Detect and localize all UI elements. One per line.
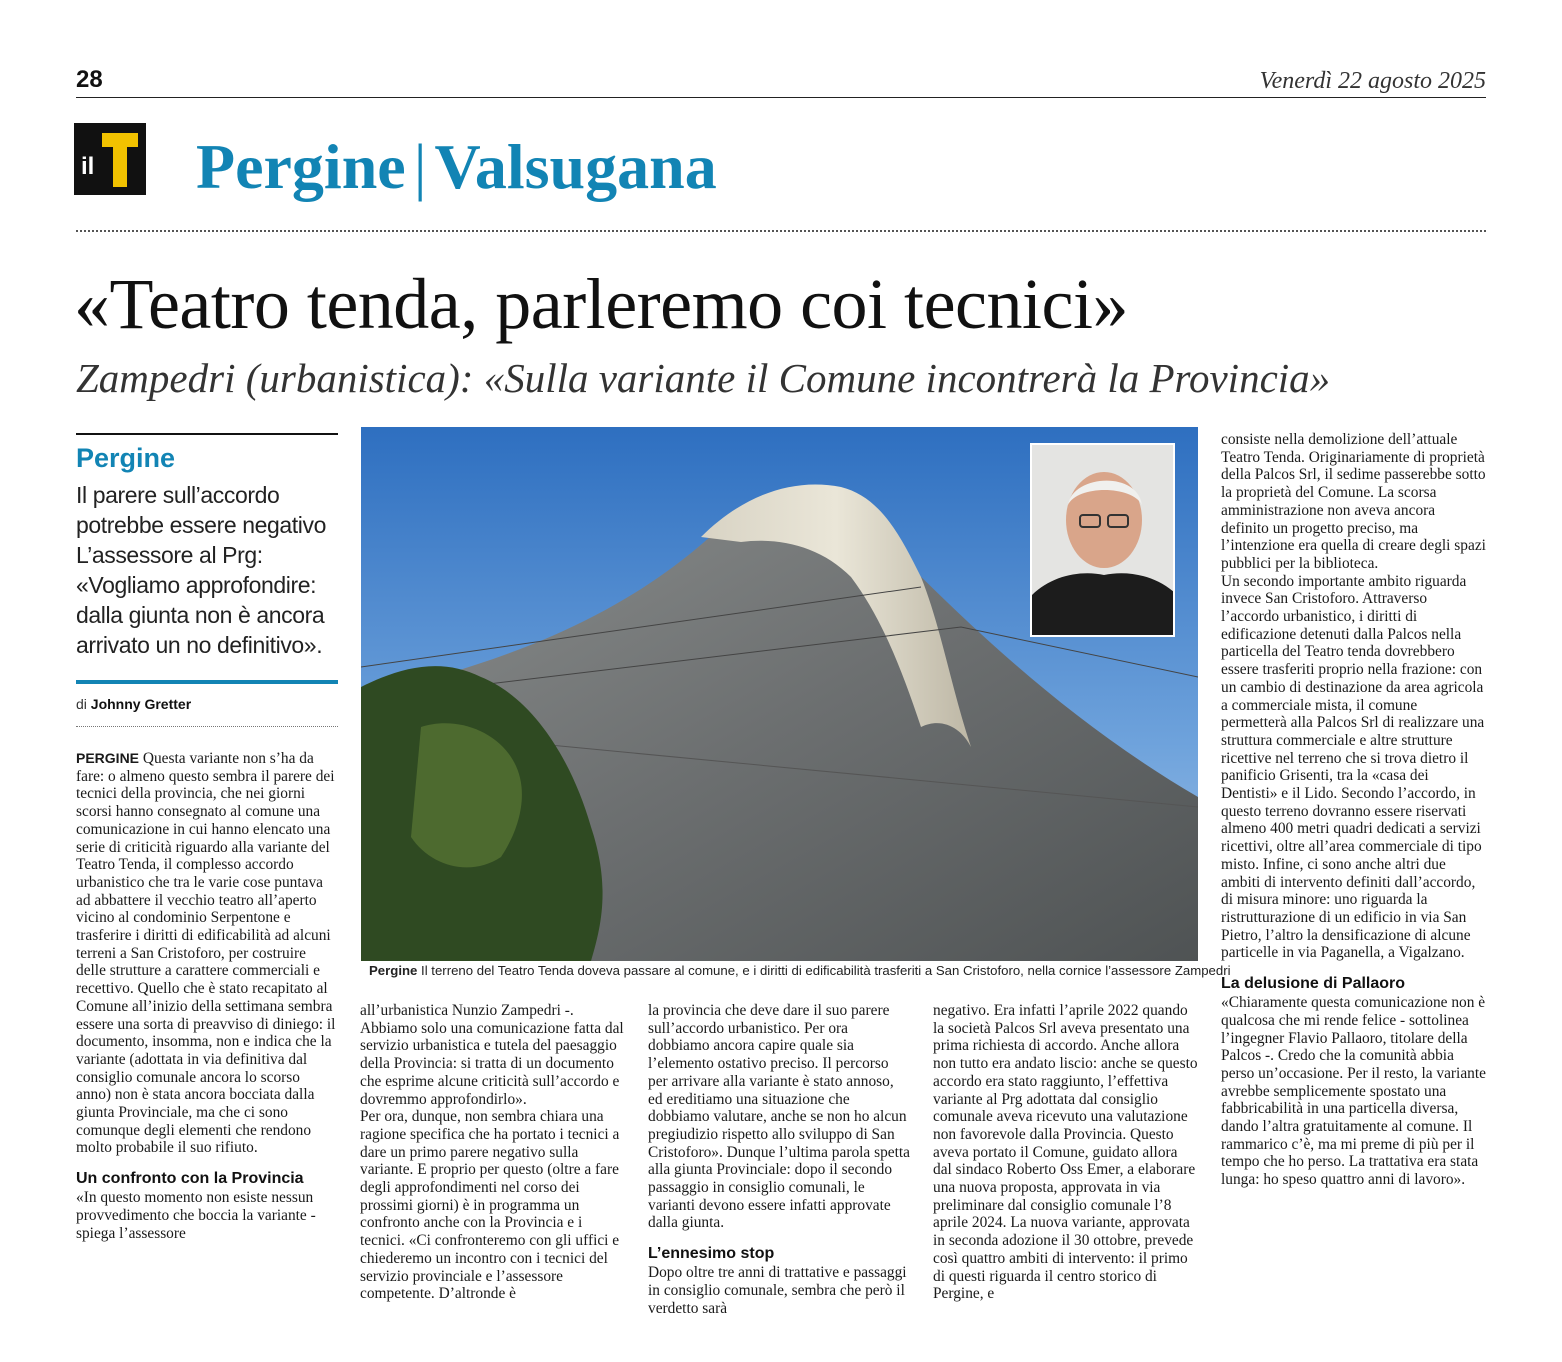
byline-divider — [76, 726, 338, 727]
subheadline: Zampedri (urbanistica): «Sulla variante il Comune incontrerà la Provincia» — [76, 355, 1331, 401]
page-number: 28 — [76, 66, 103, 93]
paragraph: Per ora, dunque, non sembra chiara una ragione specifica che ha portato i tecnici a dare un primo parere negativo sulla variante. E proprio per questo (oltre a fare degli approfondimenti nel corso dei prossimi giorni) è in programma un confronto anche con la Provincia e i tecnici. «Ci confronteremo con gli uffici e chiederemo un incontro con i tecnici del servizio provinciale e l’assessore competente. D’altronde è — [360, 1108, 620, 1303]
column-3 — [648, 1002, 910, 1317]
paragraph: «In questo momento non esiste nessun provvedimento che boccia la variante - spiega l’assessore — [76, 1189, 316, 1242]
newspaper-logo — [74, 123, 146, 195]
paragraph: all’urbanistica Nunzio Zampedri -. Abbiamo solo una comunicazione fatta dal servizio urbanistica e tutela del paesaggio della Provincia: si tratta di un documento che esprime alcune criticità sull’accordo e dovremmo approfondirlo». — [360, 1002, 624, 1108]
paragraph: consiste nella demolizione dell’attuale Teatro Tenda. Originariamente di proprietà della Palcos Srl, il sedime passerebbe sotto la proprietà del Comune. La scorsa amministrazione non aveva ancora definito un progetto preciso, ma l’intenzione era quella di creare degli spazi pubblici per la biblioteca. — [1221, 431, 1486, 572]
section-left: Pergine — [196, 131, 406, 202]
logo-t-stem — [113, 133, 127, 187]
issue-date: Venerdì 22 agosto 2025 — [1259, 68, 1486, 94]
byline-author: Johnny Gretter — [90, 696, 192, 712]
sidebar — [76, 433, 338, 727]
dotted-divider — [76, 230, 1486, 232]
kicker: Pergine — [76, 443, 176, 473]
subheading: L’ennesimo stop — [648, 1245, 775, 1263]
section-right: Valsugana — [434, 131, 717, 202]
summary: Il parere sull’accordo potrebbe essere negativo L’assessore al Prg: «Vogliamo approfondire: dalla giunta non è ancora arrivato un no definitivo». — [76, 482, 326, 658]
byline-rule — [76, 680, 338, 684]
column-4 — [933, 1002, 1199, 1303]
subheading: Un confronto con la Provincia — [76, 1170, 304, 1188]
paragraph: Dopo oltre tre anni di trattative e passaggi in consiglio comunale, sembra che però il verdetto sarà — [648, 1264, 907, 1317]
column-2 — [360, 1002, 626, 1303]
dateline: PERGINE — [76, 750, 140, 766]
paragraph: «Chiaramente questa comunicazione non è qualcosa che mi rende felice - sottolinea l’ingegner Flavio Pallaoro, titolare della Palcos -. Credo che la comunità abbia perso un’occasione. Per il resto, la variante avrebbe semplicemente spostato una fabbricabilità in una particella diversa, dando l’altra gratuitamente al comune. Il rammarico c’è, ma mi preme di più per il tempo che ho perso. La trattativa era stata lunga: ho speso quattro anni di lavoro». — [1221, 994, 1486, 1189]
column-1 — [76, 750, 338, 1242]
paragraph-text: Questa variante non s’ha da fare: o almeno questo sembra il parere dei tecnici della provincia, che nei giorni scorsi hanno consegnato al comune una comunicazione in cui hanno elencato una serie di criticità riguardo alla variante del Teatro Tenda, il complesso accordo urbanistico che tra le varie cose puntava ad abbattere il vecchio teatro all’aperto vicino al condominio Serpentone e trasferire i diritti di edificabilità ad alcuni terreni a San Cristoforo, per costruire delle strutture a carattere commerciali e recettivo. Quello che è stato recapitato al Comune all’inizio della settimana sembra essere una sorta di preavviso di diniego: il documento, insomma, non e indica che la variante (adottata in via definitiva dal consiglio comunale ancora lo scorso anno) non è stata ancora bocciata dalla giunta Provinciale, ma che ci sono comunque degli elementi che rendono molto probabile il suo rifiuto. — [76, 750, 336, 1157]
section-title — [196, 130, 717, 204]
byline-prefix: di — [76, 696, 87, 712]
subheading: La delusione di Pallaoro — [1221, 975, 1406, 993]
byline — [76, 696, 338, 712]
column-5 — [1221, 431, 1486, 1189]
caption-lead: Pergine — [369, 963, 418, 978]
top-rule — [76, 97, 1486, 98]
inset-portrait — [1030, 443, 1175, 637]
section-separator: | — [413, 131, 427, 202]
photo-caption — [369, 963, 1231, 978]
caption-text: Il terreno del Teatro Tenda doveva passare al comune, e i diritti di edificabilità trasferiti a San Cristoforo, nella cornice l’assessore Zampedri — [421, 963, 1231, 978]
paragraph — [76, 750, 338, 1157]
headline: «Teatro tenda, parleremo coi tecnici» — [74, 264, 1128, 344]
paragraph: negativo. Era infatti l’aprile 2022 quando la società Palcos Srl aveva presentato una prima richiesta di accordo. Anche allora non tutto era andato liscio: anche se questo accordo era stato raggiunto, l’effettiva variante al Prg adottata dal consiglio comunale aveva ricevuto una valutazione non favorevole dalla Provincia. Questo aveva portato il Comune, guidato allora dal sindaco Roberto Oss Emer, a elaborare una nuova proposta, approvata in via preliminare dal consiglio comunale l’8 aprile 2024. La nuova variante, approvata in seconda adozione il 30 ottobre, prevede così quattro ambiti di intervento: il primo di questi riguarda il centro storico di Pergine, e — [933, 1002, 1198, 1303]
portrait-illustration — [1032, 445, 1175, 637]
paragraph: la provincia che deve dare il suo parere sull’accordo urbanistico. Per ora dobbiamo ancora capire quale sia l’elemento ostativo preciso. Il percorso per arrivare alla variante è stato annoso, ed ereditiamo una situazione che dobbiamo valutare, anche se non ho alcun pregiudizio rispetto allo sviluppo di San Cristoforo». Dunque l’ultima parola spetta alla giunta Provinciale: dopo il secondo passaggio in consiglio comunali, le varianti devono essere infatti approvate dalla giunta. — [648, 1002, 911, 1232]
jacket — [1032, 573, 1175, 637]
paragraph: Un secondo importante ambito riguarda invece San Cristoforo. Attraverso l’accordo urbanistico, i diritti di edificazione detenuti dalla Palcos nella particella del Teatro tenda dovrebbero essere trasferiti proprio nella frazione: con un cambio di destinazione da area agricola a commerciale mista, il comune permetterà alla Palcos Srl di realizzare una struttura commerciale e altre strutture ricettive nel terreno che si trova dietro il panificio Grisenti, tra la «casa dei Dentisti» e il Lido. Secondo l’accordo, in questo terreno dovranno essere riservati almeno 400 metri quadri dedicati a servizi ricettivi, oltre all’area commerciale di tipo misto. Infine, ci sono anche altri due ambiti di intervento definiti dall’accordo, di misura minore: uno riguarda la ristrutturazione di un edificio in via San Pietro, l’altro la densificazione di alcune particelle in via Paganella, a Vigalzano. — [1221, 572, 1485, 962]
logo-text: il — [81, 153, 95, 180]
sidebar-rule — [76, 433, 338, 435]
